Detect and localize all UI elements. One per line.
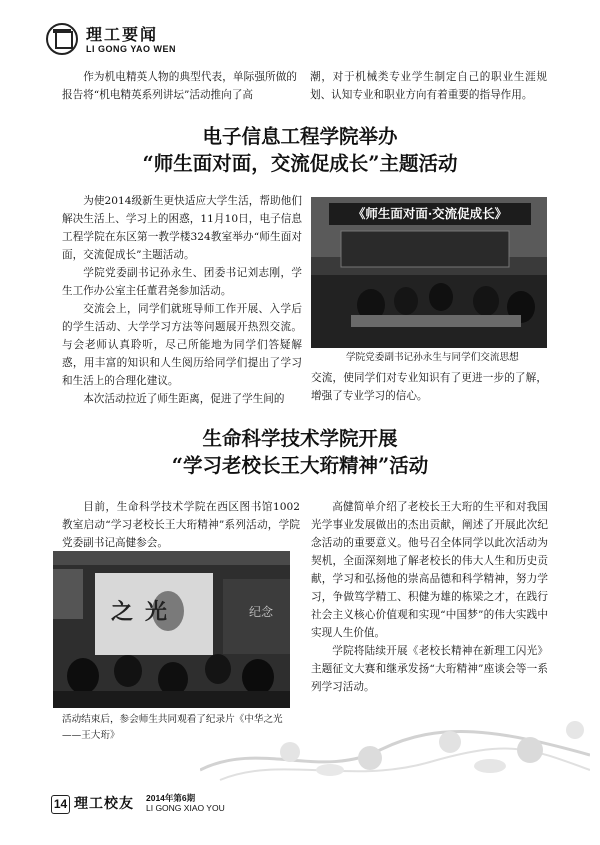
article2-photo xyxy=(53,551,290,708)
article1-photo xyxy=(311,197,547,348)
page-number: 14 xyxy=(51,795,70,814)
school-emblem-icon xyxy=(46,23,78,55)
article1-title-line2: “师生面对面，交流促成长”主题活动 xyxy=(142,152,458,175)
article2-photo-caption: 活动结束后，参会师生共同观看了纪录片《中华之光 ——王大珩》 xyxy=(62,714,283,741)
header-subtitle: LI GONG YAO WEN xyxy=(86,44,177,54)
article2-body-right: 高健简单介绍了老校长王大珩的生平和对我国光学事业发展做出的杰出贡献，阐述了开展此次纪念活动的重要意义。他号召全体同学以此次活动为契机，全面深刻地了解老校长的伟大人生和历史贡献，学习和弘扬他的崇高品德和科学精神，努力学习，争做笃学精工、积健为雄的栋梁之才，在践行社会主义核心价值观和实现“中国梦”的伟大实践中实现人生价值。 学院将陆续开展《老校长精神在新理工闪光》主题征文大赛和继承发扬“大珩精神”座谈会等一系列学习活动。 xyxy=(311,501,548,693)
footer-subtitle: LI GONG XIAO YOU xyxy=(146,803,225,813)
continuation-left: 作为机电精英人物的典型代表，单际强所做的报告将“机电精英系列讲坛”活动推向了高 xyxy=(62,71,297,101)
footer-title: 理工校友 xyxy=(74,796,134,812)
article2-body-left: 目前，生命科学技术学院在西区图书馆1002教室启动“学习老校长王大珩精神”系列活动，学院党委副书记高健参会。 xyxy=(62,501,300,549)
article1-title-line1: 电子信息工程学院举办 xyxy=(202,125,398,148)
floral-decoration-icon xyxy=(200,700,590,790)
article2-title-line2: “学习老校长王大珩精神”活动 xyxy=(171,454,429,477)
wall-text: 纪念 xyxy=(249,605,274,619)
article1-body-right: 交流，使同学们对专业知识有了更进一步的了解，增强了专业学习的信心。 xyxy=(311,372,547,402)
footer-issue: 2014年第6期 xyxy=(146,793,196,803)
article1-photo-caption: 学院党委副书记孙永生与同学们交流思想 xyxy=(346,352,519,363)
documentary-screening-photo xyxy=(53,551,290,708)
screen-text: 之光 xyxy=(111,599,180,625)
continuation-right: 潮，对于机械类专业学生制定自己的职业生涯规划、认知专业和职业方向有着重要的指导作用。 xyxy=(310,71,547,101)
article1-body-left: 为使2014级新生更快适应大学生活，帮助他们解决生活上、学习上的困惑，11月10日，电子信息工程学院在东区第一教学楼324教室举办“师生面对面，交流促成长”主题活动。 学院党委副书记孙永生、团委书记刘志刚，学生工作办公室主任董君尧参加活动。 交流会上，同学们就班导师工作开展、入学后的学生活动、大学学习方法等问题展开热烈交流。与会老师认真聆听，尽己所能地为同学们答疑解惑，用丰富的知识和人生阅历给同学们提出了学习和生活上的合理化建议。 本次活动拉近了师生距离，促进了学生间的 xyxy=(62,195,302,405)
header-title: 理工要闻 xyxy=(86,25,159,44)
banner-text: 《师生面对面·交流促成长》 xyxy=(352,206,508,221)
article2-title-line1: 生命科学技术学院开展 xyxy=(202,427,398,450)
